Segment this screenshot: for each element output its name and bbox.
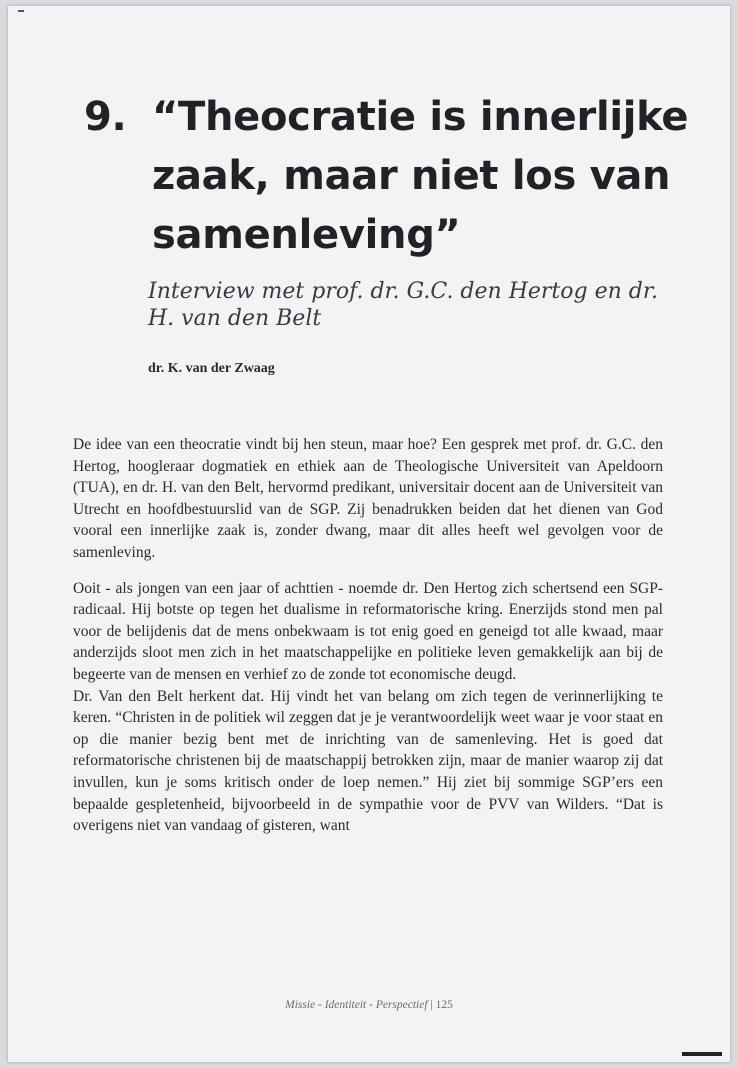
author-byline: dr. K. van der Zwaag — [148, 361, 275, 376]
chapter-title — [84, 88, 704, 265]
body-text — [73, 434, 663, 851]
page-number: 125 — [435, 999, 453, 1011]
series-title: Missie - Identiteit - Perspectief — [285, 999, 428, 1011]
body-paragraph: Dr. Van den Belt herkent dat. Hij vindt het van belang om zich tegen de verinnerlijking te keren. “Christen in de politiek wil zeggen dat je je verantwoordelijk weet waar je voor staat en op die manier bezig bent met de inrichting van de samenleving. Het is goed dat reformatorische christenen bij de maatschappij betrokken zijn, maar de manier waarop zij dat invullen, kun je soms kritisch onder de loep nemen.” Hij ziet bij sommige SGP’ers een bepaalde gespletenheid, bijvoorbeeld in de sympathie voor de PVV van Wilders. “Dat is overigens niet van vandaag of gisteren, want — [73, 687, 663, 835]
crop-mark — [18, 10, 24, 12]
page-edge-mark — [682, 1052, 722, 1056]
body-paragraph: Ooit - als jongen van een jaar of achttien - noemde dr. Den Hertog zich schertsend een SGP-radicaal. Hij botste op tegen het dualisme in reformatorische kring. Enerzijds stond men pal voor de belijdenis dat de mens onbekwaam is tot enig goed en geneigd tot alle kwaad, maar anderzijds sloot men zich in het maatschappelijke en politieke leven gemakkelijk aan bij de begeerte van de mensen en verhief zo de zonde tot economische deugd. — [73, 579, 663, 683]
chapter-title-text: “Theocratie is innerlijke zaak, maar niet los van samenleving” — [152, 94, 689, 258]
footer-separator: | — [430, 999, 433, 1011]
page-footer — [8, 999, 730, 1011]
chapter-subtitle: Interview met prof. dr. G.C. den Hertog en dr. H. van den Belt — [148, 279, 658, 331]
document-page — [8, 6, 730, 1062]
intro-paragraph: De idee van een theocratie vindt bij hen steun, maar hoe? Een gesprek met prof. dr. G.C. den Hertog, hoogleraar dogmatiek en ethiek aan de Theologische Universiteit van Apeldoorn (TUA), en dr. H. van den Belt, hervormd predikant, universitair docent aan de Universiteit van Utrecht en hoofdbestuurslid van de SGP. Zij benadrukken beiden dat het dienen van God vooral een innerlijke zaak is, zonder dwang, maar dit alles heeft wel gevolgen voor de samenleving. — [73, 436, 663, 561]
chapter-number: 9. — [84, 94, 127, 140]
